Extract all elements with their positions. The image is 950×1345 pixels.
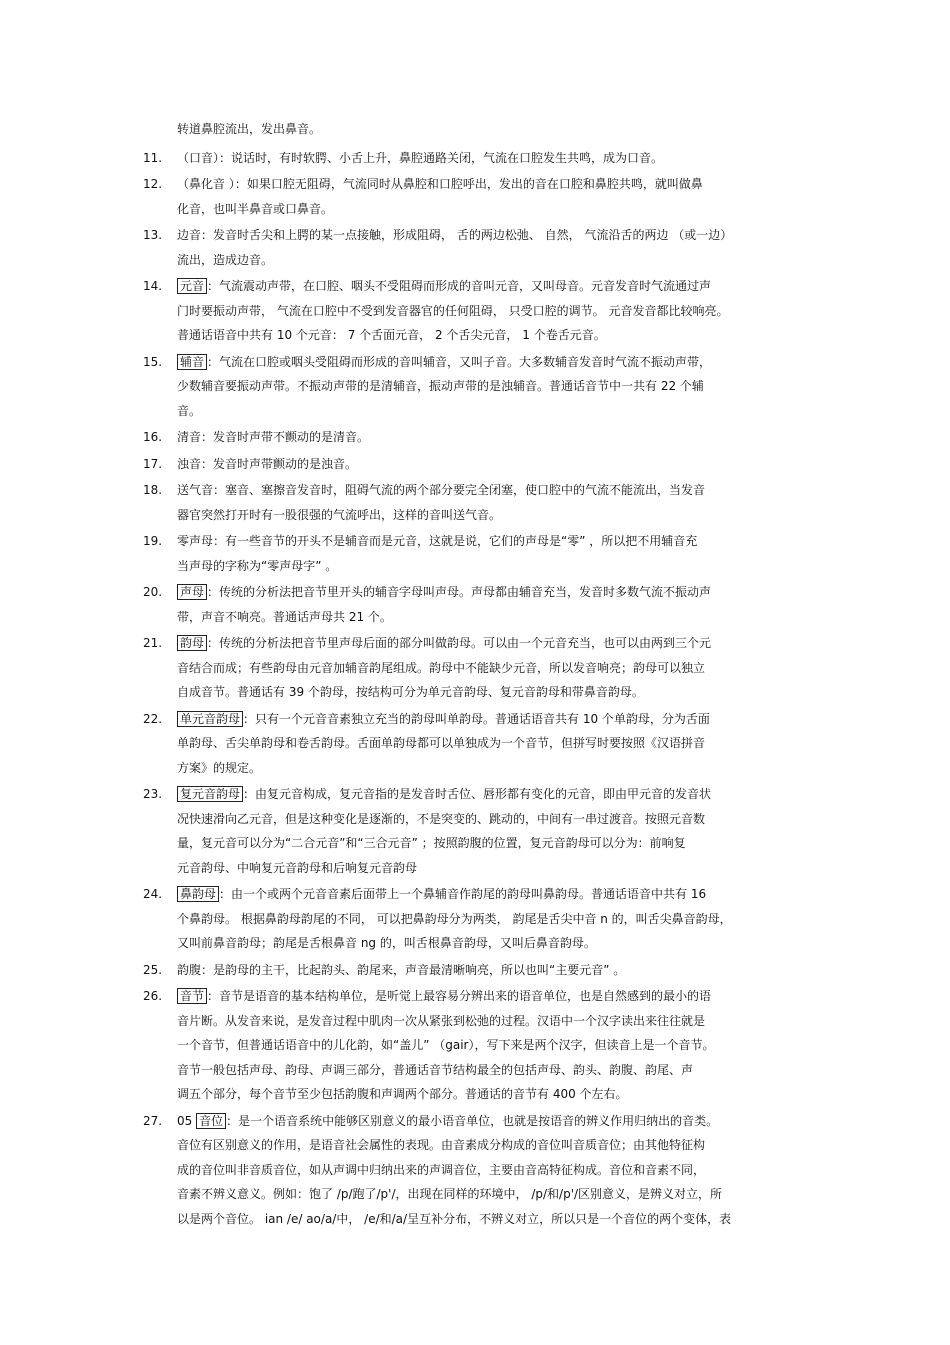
item-line: 一个音节，但普通话语音中的儿化韵，如“盖儿” （gair），写下来是两个汉字，但读音上是一个音节。 xyxy=(177,1038,715,1052)
boxed-term: 声母 xyxy=(177,584,207,600)
boxed-term: 鼻韵母 xyxy=(177,886,219,902)
item-number: 22. xyxy=(143,711,163,726)
item-line: 少数辅音要振动声带。不振动声带的是清辅音，振动声带的是浊辅音。普通话音节中一共有 22 个辅 xyxy=(177,379,704,393)
item-line xyxy=(177,635,711,651)
item-line: 又叫前鼻音韵母；韵尾是舌根鼻音 ng 的，叫舌根鼻音韵母，又叫后鼻音韵母。 xyxy=(177,936,596,950)
item-text: ：气流在口腔或咽头受阻碍而形成的音叫辅音，又叫子音。大多数辅音发音时气流不振动声带， xyxy=(207,354,712,369)
item-number: 25. xyxy=(143,962,163,977)
item-prefix: 05 xyxy=(177,1113,197,1128)
intro-line: 转道鼻腔流出，发出鼻音。 xyxy=(177,122,322,136)
item-number: 13. xyxy=(143,228,163,242)
item-line: 音位有区别意义的作用，是语音社会属性的表现。由音素成分构成的音位叫音质音位；由其他特征构 xyxy=(177,1138,706,1152)
item-text: ：传统的分析法把音节里开头的辅音字母叫声母。声母都由辅音充当，发音时多数气流不振动声 xyxy=(207,585,712,599)
item-number: 15. xyxy=(143,354,163,369)
item-number: 16. xyxy=(143,430,163,444)
item-line xyxy=(177,711,710,727)
item-line: 音片断。从发音来说，是发音过程中肌肉一次从紧张到松弛的过程。汉语中一个汉字读出来往往就是 xyxy=(177,1013,706,1028)
item-line xyxy=(177,278,711,294)
boxed-term: 韵母 xyxy=(177,635,207,651)
item-line: 零声母：有一些音节的开头不是辅音而是元音，这就是说，它们的声母是“零” ，所以把不用辅音充 xyxy=(177,534,698,548)
item-line: 况快速滑向乙元音，但是这种变化是逐渐的，不是突变的、跳动的，中间有一串过渡音。按照元音数 xyxy=(177,811,706,826)
item-line: 成的音位叫非音质音位，如从声调中归纳出来的声调音位，主要由音高特征构成。音位和音素不同， xyxy=(177,1162,706,1177)
item-line: 音素不辨义意义。例如：饱了 /p/跑了/p'/，出现在同样的环境中， /p/和/p'/区别意义，是辨义对立，所 xyxy=(177,1187,723,1201)
item-number: 20. xyxy=(143,585,163,599)
item-line: 单韵母、舌尖单韵母和卷舌韵母。舌面单韵母都可以单独成为一个音节，但拼写时要按照《汉语拼音 xyxy=(177,736,706,750)
item-line: 清音：发音时声带不颤动的是清音。 xyxy=(177,430,370,444)
item-text: ：只有一个元音音素独立充当的韵母叫单韵母。普通话语音共有 10 个单韵母，分为舌面 xyxy=(243,711,710,726)
item-line: 浊音：发音时声带颤动的是浊音。 xyxy=(177,456,358,471)
item-line: 音。 xyxy=(177,403,202,418)
item-text: ：是一个语音系统中能够区别意义的最小语音单位，也就是按语音的辨义作用归纳出的音类。 xyxy=(226,1113,719,1128)
item-line xyxy=(177,1113,718,1129)
item-line: 当声母的字称为“零声母字” 。 xyxy=(177,558,338,573)
boxed-term: 辅音 xyxy=(177,354,207,370)
item-line: 带，声音不响亮。普通话声母共 21 个。 xyxy=(177,609,392,624)
item-number: 21. xyxy=(143,636,163,650)
item-line: 门时要振动声带， 气流在口腔中不受到发音器官的任何阻碍， 只受口腔的调节。 元音发音都比较响亮。 xyxy=(177,303,729,318)
item-line: 器官突然打开时有一股很强的气流呼出，这样的音叫送气音。 xyxy=(177,507,502,522)
item-number: 27. xyxy=(143,1113,163,1128)
item-line: 流出，造成边音。 xyxy=(177,252,274,267)
item-line: 调五个部分，每个音节至少包括韵腹和声调两个部分。普通话的音节有 400 个左右。 xyxy=(177,1087,628,1101)
item-text: ：音节是语音的基本结构单位，是听觉上最容易分辨出来的语音单位，也是自然感到的最小的语 xyxy=(207,989,712,1003)
boxed-term: 音位 xyxy=(196,1113,226,1129)
item-number: 24. xyxy=(143,887,163,901)
item-line xyxy=(177,886,706,902)
item-line xyxy=(177,786,711,802)
item-line: 音结合而成；有些韵母由元音加辅音韵尾组成。韵母中不能缺少元音，所以发音响亮；韵母可以独立 xyxy=(177,660,706,675)
boxed-term: 元音 xyxy=(177,278,207,294)
boxed-term: 音节 xyxy=(177,988,207,1004)
item-number: 17. xyxy=(143,456,163,471)
item-text: ：气流震动声带，在口腔、咽头不受阻碍而形成的音叫元音，又叫母音。元音发音时气流通过声 xyxy=(207,279,712,293)
item-number: 12. xyxy=(143,177,163,191)
item-line: 边音：发音时舌尖和上腭的某一点接触，形成阻碍， 舌的两边松弛、 自然， 气流沿舌的两边 （或一边） xyxy=(177,228,733,242)
item-line: 以是两个音位。 ian /e/ ao/a/中， /e/和/a/呈互补分布，不辨义对立，所以只是一个音位的两个变体，表 xyxy=(177,1211,732,1226)
item-line: 个鼻韵母。 根据鼻韵母韵尾的不同， 可以把鼻韵母分为两类， 韵尾是舌尖中音 n 的，叫舌尖鼻音韵母， xyxy=(177,911,732,926)
boxed-term: 单元音韵母 xyxy=(177,711,243,727)
item-text: ：由一个或两个元音音素后面带上一个鼻辅音作韵尾的韵母叫鼻韵母。普通话语音中共有 16 xyxy=(219,887,707,901)
item-line: 音节一般包括声母、韵母、声调三部分，普通话音节结构最全的包括声母、韵头、韵腹、韵尾、声 xyxy=(177,1062,694,1077)
item-number: 26. xyxy=(143,989,163,1003)
item-line xyxy=(177,988,711,1004)
item-number: 14. xyxy=(143,279,163,293)
item-line xyxy=(177,584,711,600)
item-line: 元音韵母、中响复元音韵母和后响复元音韵母 xyxy=(177,860,418,875)
item-number: 18. xyxy=(143,483,163,497)
item-line: 普通话语音中共有 10 个元音： 7 个舌面元音， 2 个舌尖元音， 1 个卷舌元音。 xyxy=(177,328,606,342)
item-line: （鼻化音 ）：如果口腔无阻碍，气流同时从鼻腔和口腔呼出，发出的音在口腔和鼻腔共鸣，就叫做鼻 xyxy=(177,177,703,191)
item-number: 19. xyxy=(143,534,163,548)
item-number: 23. xyxy=(143,787,163,801)
boxed-term: 复元音韵母 xyxy=(177,786,243,802)
item-line xyxy=(177,354,711,370)
item-text: ：由复元音构成，复元音指的是发音时舌位、唇形都有变化的元音，即由甲元音的发音状 xyxy=(243,787,712,801)
item-text: ：传统的分析法把音节里声母后面的部分叫做韵母。可以由一个元音充当，也可以由两到三个元 xyxy=(207,636,712,650)
item-line: 送气音：塞音、塞擦音发音时，阻碍气流的两个部分要完全闭塞，使口腔中的气流不能流出，当发音 xyxy=(177,483,706,497)
item-line: 方案》的规定。 xyxy=(177,760,262,775)
item-line: （口音）：说话时，有时软腭、小舌上升，鼻腔通路关闭，气流在口腔发生共鸣，成为口音。 xyxy=(177,150,664,165)
item-line: 自成音节。普通话有 39 个韵母，按结构可分为单元音韵母、复元音韵母和带鼻音韵母。 xyxy=(177,685,644,699)
item-line: 韵腹：是韵母的主干，比起韵头、韵尾来，声音最清晰响亮，所以也叫“主要元音” 。 xyxy=(177,962,626,977)
item-line: 量，复元音可以分为“二合元音”和“三合元音” ；按照韵腹的位置，复元音韵母可以分为：前响复 xyxy=(177,836,686,850)
item-line: 化音，也叫半鼻音或口鼻音。 xyxy=(177,201,334,216)
item-number: 11. xyxy=(143,150,163,165)
